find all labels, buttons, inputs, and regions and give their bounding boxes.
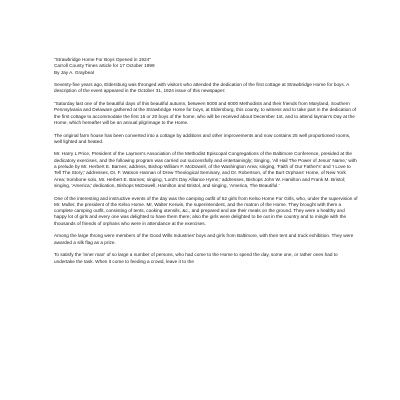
body-paragraph: Seventy-five years ago, Eldersburg was thronged with visitors who attended the dedication of the first cottage at Strawbridge Home for boys. A description of the event appeared in the October 31, 1924 issue of this newspaper:: [54, 82, 349, 94]
body-paragraph: The original farm house has been converted into a cottage by additions and other improvements and now contains 25 well proportioned rooms, well lighted and heated.: [54, 132, 351, 144]
body-paragraph: Mr. Harry L Price, President of the Laymen's Association of the Methodist Episcopal Congregations of the Baltimore Conference, presided at the dedicatory exercises, and the following program was carried out successfully and entertainingly; Singing, 'All Hail The Power of Jesus' Name,' with a prelude by Mr. Herbert E. Barnes; address, Bishop William F. McDowell, of the Washington Area; singing, 'Faith of Our Father's' and 'I Love to Tell The Story;' addresses, Dr. F. Watson Hannan of Drew Theological Seminary, and Dr. Robertson, of the Burt Orphans' Home, of New York Area; trombone solo, Mr. Herbert E. Barnes; singing, 'Lord's Day Alliance Hymn;' addresses, Bishops John W. Hamilton and Frank M. Bristol; singing, 'America;' dedication, Bishops McDowell, Hamilton and Bristol, and singing, 'America, The Beautiful.': [54, 151, 357, 188]
body-paragraph: One of the interesting and instructive events of the day was the camping outfit of 52 girls from Kelso Home For Girls, who, under the supervision of Mr. Muller, the president of the Kelso Home. Mr. Walter Kerwin, the superintendent, and the matron of the Home. They brought with them a complete camping outfit, consisting of tents, cooking utensils, &c., and prepared and ate their meals on the ground. They were a healthy and happy lot of girls and every one was delighted to have them there; also the girls were delighted to be out in the country and to mingle with the thousands of friends of orphans who were in attendance at the exercises.: [54, 195, 358, 226]
article-header: [54, 57, 358, 76]
body-paragraph: To satisfy the 'inner man' of so large a number of persons, who had come to the Home to spend the day, some one, or rather ones had to undertake the task. When it come to feeding a crowd, leave it to the: [54, 252, 338, 264]
body-paragraph: "Saturday last one of the beautiful days of this beautiful autumn, between 5000 and 6000 Methodists and their friends from Maryland, Southern Pennsylvania and Delaware gathered at the Strawbridge Home for boys, at Eldersburg, this county, to witness and to take part in the dedication of the first cottage to accommodate the first 15 or 20 boys of the home, who will be received about December 1st, and to attend layman's Day at the Home, which hereafter will be an annual pilgrimage to the Home.: [54, 101, 357, 125]
document-page: [54, 57, 358, 400]
article-byline: By Jay A. Graybeal: [54, 69, 94, 75]
body-paragraph: Among the large throng were members of the Good Wills Industries' boys and girls from Baltimore, with their tent and truck exhibition. They were awarded a silk flag as a prize.: [54, 233, 354, 245]
article-source: Carroll County Times article for 17 October 1999: [54, 63, 155, 69]
article-title: "Strawbridge Home For Boys Opened in 1924": [54, 57, 151, 62]
